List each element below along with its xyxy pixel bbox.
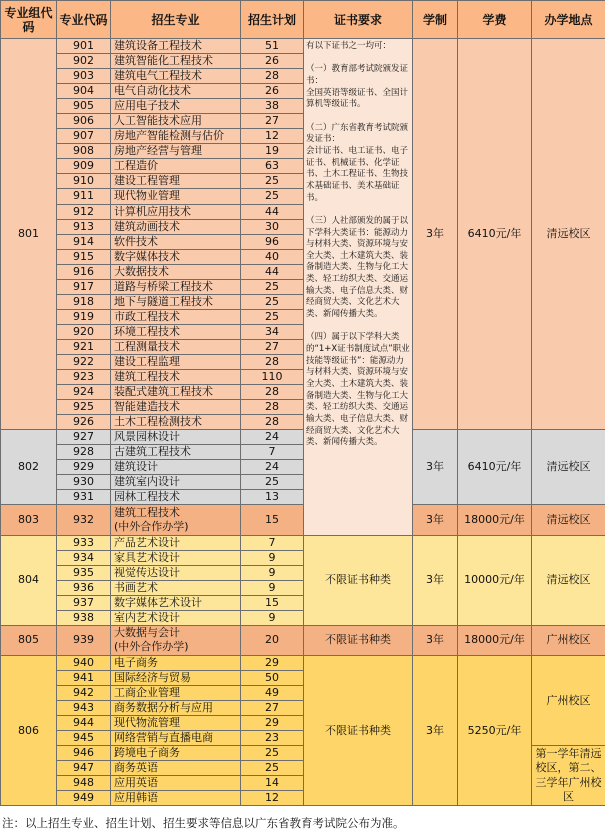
- major-name: 建筑设计: [111, 460, 241, 475]
- enrollment-plan: 49: [241, 686, 304, 701]
- major-name: 大数据技术: [111, 264, 241, 279]
- enrollment-plan: 44: [241, 264, 304, 279]
- major-code: 929: [57, 460, 111, 475]
- major-code: 906: [57, 114, 111, 129]
- tuition-fee: 18000元/年: [458, 505, 532, 535]
- major-code: 946: [57, 746, 111, 761]
- major-name: 现代物业管理: [111, 189, 241, 204]
- enrollment-plan: 15: [241, 595, 304, 610]
- enrollment-plan: 7: [241, 535, 304, 550]
- major-name: 电气自动化技术: [111, 84, 241, 99]
- enrollment-plan: 12: [241, 791, 304, 806]
- enrollment-plan: 44: [241, 204, 304, 219]
- major-name: 房地产经营与管理: [111, 144, 241, 159]
- major-name: 建筑电气工程技术: [111, 69, 241, 84]
- certificate-requirements: 不限证书种类: [304, 655, 413, 805]
- major-name: 书画艺术: [111, 580, 241, 595]
- header-location: 办学地点: [532, 1, 605, 39]
- major-code: 921: [57, 339, 111, 354]
- major-code: 907: [57, 129, 111, 144]
- group-code: 803: [1, 505, 57, 535]
- major-name: 建筑动画技术: [111, 219, 241, 234]
- major-name: 室内艺术设计: [111, 610, 241, 625]
- major-code: 917: [57, 279, 111, 294]
- enrollment-plan: 20: [241, 625, 304, 655]
- enrollment-plan: 28: [241, 385, 304, 400]
- tuition-fee: 5250元/年: [458, 655, 532, 805]
- major-code: 918: [57, 294, 111, 309]
- major-code: 905: [57, 99, 111, 114]
- major-name: 建筑智能化工程技术: [111, 54, 241, 69]
- major-name: 智能建造技术: [111, 400, 241, 415]
- enrollment-plan: 25: [241, 279, 304, 294]
- major-name: 园林工程技术: [111, 490, 241, 505]
- enrollment-plan: 38: [241, 99, 304, 114]
- enrollment-plan: 24: [241, 430, 304, 445]
- major-name: 应用英语: [111, 776, 241, 791]
- major-code: 919: [57, 309, 111, 324]
- major-name: 产品艺术设计: [111, 535, 241, 550]
- enrollment-plan: 51: [241, 39, 304, 54]
- major-code: 942: [57, 686, 111, 701]
- table-row: [1, 505, 605, 535]
- enrollment-plan: 25: [241, 309, 304, 324]
- header-row: [1, 1, 605, 39]
- major-name: 计算机应用技术: [111, 204, 241, 219]
- study-years: 3年: [413, 625, 458, 655]
- header-code: 专业代码: [57, 1, 111, 39]
- enrollment-plan: 12: [241, 129, 304, 144]
- major-code: 930: [57, 475, 111, 490]
- major-name: 商务英语: [111, 761, 241, 776]
- major-code: 914: [57, 234, 111, 249]
- enrollment-plan: 63: [241, 159, 304, 174]
- group-code: 804: [1, 535, 57, 625]
- major-name: 应用韩语: [111, 791, 241, 806]
- major-name: 房地产智能检测与估价: [111, 129, 241, 144]
- major-name: 建设工程管理: [111, 174, 241, 189]
- enrollment-plan: 25: [241, 746, 304, 761]
- enrollment-plan: 28: [241, 415, 304, 430]
- major-code: 904: [57, 84, 111, 99]
- header-plan: 招生计划: [241, 1, 304, 39]
- major-code: 934: [57, 550, 111, 565]
- major-name: 建筑工程技术 (中外合作办学): [111, 505, 241, 535]
- tuition-fee: 18000元/年: [458, 625, 532, 655]
- major-name: 应用电子技术: [111, 99, 241, 114]
- major-code: 912: [57, 204, 111, 219]
- header-major: 招生专业: [111, 1, 241, 39]
- major-name: 市政工程技术: [111, 309, 241, 324]
- enrollment-plan: 28: [241, 69, 304, 84]
- footnote: 注：以上招生专业、招生计划、招生要求等信息以广东省教育考试院公布为准。: [2, 816, 405, 830]
- group-code: 806: [1, 655, 57, 805]
- major-code: 922: [57, 354, 111, 369]
- major-name: 建筑设备工程技术: [111, 39, 241, 54]
- major-name: 跨境电子商务: [111, 746, 241, 761]
- enrollment-plan: 34: [241, 324, 304, 339]
- major-code: 933: [57, 535, 111, 550]
- major-name: 软件技术: [111, 234, 241, 249]
- major-code: 940: [57, 655, 111, 670]
- major-name: 建筑室内设计: [111, 475, 241, 490]
- tuition-fee: 10000元/年: [458, 535, 532, 625]
- major-code: 902: [57, 54, 111, 69]
- enrollment-plan: 9: [241, 565, 304, 580]
- enrollment-plan: 28: [241, 400, 304, 415]
- group-code: 801: [1, 39, 57, 430]
- major-code: 939: [57, 625, 111, 655]
- enrollment-plan: 26: [241, 54, 304, 69]
- major-name: 建筑工程技术: [111, 370, 241, 385]
- enrollment-plan: 40: [241, 249, 304, 264]
- enrollment-plan: 7: [241, 445, 304, 460]
- major-name: 风景园林设计: [111, 430, 241, 445]
- campus-location-note: 第一学年清远校区，第二、三学年广州校区: [532, 746, 605, 806]
- major-name: 古建筑工程技术: [111, 445, 241, 460]
- major-code: 909: [57, 159, 111, 174]
- table-row: [1, 39, 605, 54]
- major-code: 949: [57, 791, 111, 806]
- header-fee: 学费: [458, 1, 532, 39]
- major-code: 931: [57, 490, 111, 505]
- major-code: 925: [57, 400, 111, 415]
- major-name: 商务数据分析与应用: [111, 701, 241, 716]
- header-years: 学制: [413, 1, 458, 39]
- major-name: 人工智能技术应用: [111, 114, 241, 129]
- major-code: 943: [57, 701, 111, 716]
- major-code: 911: [57, 189, 111, 204]
- campus-location: 清远校区: [532, 505, 605, 535]
- table-row: [1, 430, 605, 445]
- major-name: 现代物流管理: [111, 716, 241, 731]
- major-code: 920: [57, 324, 111, 339]
- major-code: 937: [57, 595, 111, 610]
- enrollment-plan: 30: [241, 219, 304, 234]
- study-years: 3年: [413, 535, 458, 625]
- enrollment-plan: 27: [241, 339, 304, 354]
- major-name: 建设工程监理: [111, 354, 241, 369]
- enrollment-plan: 50: [241, 670, 304, 685]
- enrollment-plan: 29: [241, 716, 304, 731]
- major-name: 电子商务: [111, 655, 241, 670]
- major-code: 908: [57, 144, 111, 159]
- major-name: 数字媒体艺术设计: [111, 595, 241, 610]
- enrollment-plan: 9: [241, 580, 304, 595]
- major-name: 装配式建筑工程技术: [111, 385, 241, 400]
- major-name: 家具艺术设计: [111, 550, 241, 565]
- table-row: [1, 655, 605, 670]
- campus-location: 清远校区: [532, 535, 605, 625]
- table-row: [1, 535, 605, 550]
- enrollment-plan: 19: [241, 144, 304, 159]
- study-years: 3年: [413, 505, 458, 535]
- enrollment-plan: 25: [241, 294, 304, 309]
- major-name: 视觉传达设计: [111, 565, 241, 580]
- enrollment-plan: 23: [241, 731, 304, 746]
- header-cert: 证书要求: [304, 1, 413, 39]
- major-code: 924: [57, 385, 111, 400]
- enrollment-plan: 25: [241, 475, 304, 490]
- enrollment-plan: 27: [241, 701, 304, 716]
- study-years: 3年: [413, 655, 458, 805]
- campus-location: 广州校区: [532, 655, 605, 745]
- enrollment-plan: 9: [241, 550, 304, 565]
- campus-location: 清远校区: [532, 39, 605, 430]
- major-code: 936: [57, 580, 111, 595]
- certificate-requirements: 不限证书种类: [304, 535, 413, 625]
- enrollment-plan: 110: [241, 370, 304, 385]
- major-name: 数字媒体技术: [111, 249, 241, 264]
- enrollment-plan: 15: [241, 505, 304, 535]
- tuition-fee: 6410元/年: [458, 39, 532, 430]
- group-code: 805: [1, 625, 57, 655]
- enrollment-plan: 27: [241, 114, 304, 129]
- major-name: 网络营销与直播电商: [111, 731, 241, 746]
- campus-location: 清远校区: [532, 430, 605, 505]
- major-code: 903: [57, 69, 111, 84]
- study-years: 3年: [413, 430, 458, 505]
- major-code: 927: [57, 430, 111, 445]
- major-code: 926: [57, 415, 111, 430]
- group-code: 802: [1, 430, 57, 505]
- enrollment-plan: 25: [241, 761, 304, 776]
- major-name: 大数据与会计 (中外合作办学): [111, 625, 241, 655]
- enrollment-plan: 26: [241, 84, 304, 99]
- major-code: 915: [57, 249, 111, 264]
- enrollment-plan: 9: [241, 610, 304, 625]
- major-code: 941: [57, 670, 111, 685]
- major-code: 916: [57, 264, 111, 279]
- major-code: 948: [57, 776, 111, 791]
- major-code: 945: [57, 731, 111, 746]
- major-code: 901: [57, 39, 111, 54]
- certificate-requirements: 有以下证书之一均可： （一）教育部考试院颁发证书： 全国英语等级证书、全国计算机等级证书。 （二）广东省教育考试院颁发证书： 会计证书、电工证书、电子证书、机械证书、化学证书、土木工程证书、生物技术基础证书、美术基础证书。 （三）人社部颁发的属于以下学科大类证书：能源动力与材料大类、资源环境与安全大类、土木建筑大类、装备制造大类、生物与化工大类、轻工纺织大类、交通运输大类、电子信息大类、财经商贸大类、文化艺术大类、新闻传播大类。 （四）属于以下学科大类的“1+X证书制度试点”职业技能等级证书”：能源动力与材料大类、资源环境与安全大类、土木建筑大类、装备制造大类、生物与化工大类、轻工纺织大类、交通运输大类、电子信息大类、财经商贸大类、文化艺术大类、新闻传播大类。: [304, 39, 413, 536]
- table-row: [1, 625, 605, 655]
- enrollment-plan: 25: [241, 189, 304, 204]
- major-name: 工程测量技术: [111, 339, 241, 354]
- major-name: 地下与隧道工程技术: [111, 294, 241, 309]
- enrollment-plan: 14: [241, 776, 304, 791]
- major-code: 944: [57, 716, 111, 731]
- major-code: 947: [57, 761, 111, 776]
- enrollment-plan: 24: [241, 460, 304, 475]
- enrollment-plan: 29: [241, 655, 304, 670]
- major-code: 935: [57, 565, 111, 580]
- campus-location: 广州校区: [532, 625, 605, 655]
- certificate-requirements: 不限证书种类: [304, 625, 413, 655]
- major-name: 国际经济与贸易: [111, 670, 241, 685]
- major-name: 环境工程技术: [111, 324, 241, 339]
- major-name: 土木工程检测技术: [111, 415, 241, 430]
- tuition-fee: 6410元/年: [458, 430, 532, 505]
- major-code: 923: [57, 370, 111, 385]
- enrollment-plan: 28: [241, 354, 304, 369]
- major-code: 938: [57, 610, 111, 625]
- major-code: 932: [57, 505, 111, 535]
- major-name: 工商企业管理: [111, 686, 241, 701]
- header-group: 专业组代码: [1, 1, 57, 39]
- major-code: 910: [57, 174, 111, 189]
- enrollment-plan: 13: [241, 490, 304, 505]
- major-name: 工程造价: [111, 159, 241, 174]
- enrollment-plan: 96: [241, 234, 304, 249]
- study-years: 3年: [413, 39, 458, 430]
- major-name: 道路与桥梁工程技术: [111, 279, 241, 294]
- major-code: 928: [57, 445, 111, 460]
- major-code: 913: [57, 219, 111, 234]
- enrollment-plan: 25: [241, 174, 304, 189]
